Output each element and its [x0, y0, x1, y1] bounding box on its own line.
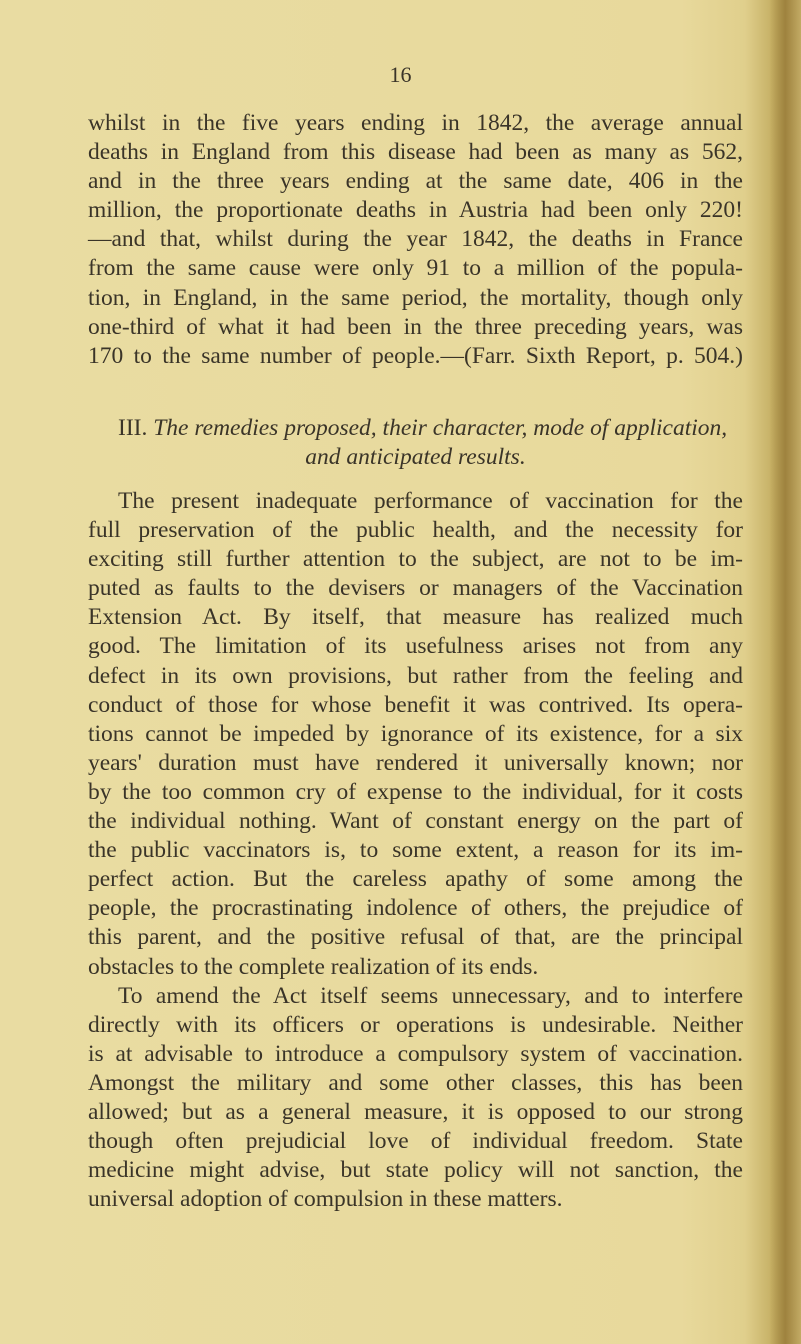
text-line: and in the three years ending at the same date, 406 in the [88, 168, 743, 195]
text-line: people, the procrastinating indolence of others, the prejudice of [88, 895, 743, 922]
section-heading [88, 414, 743, 472]
text-line: 170 to the same number of people.—(Farr. Sixth Report, p. 504.) [88, 342, 743, 369]
text-line: universal adoption of compulsion in these matters. [88, 1186, 563, 1213]
text-line: years' duration must have rendered it universally known; nor [88, 749, 743, 776]
section-title-line-2: and anticipated results. [305, 444, 526, 470]
text-line: exciting still further attention to the subject, are not to be im- [88, 546, 743, 573]
text-line: medicine might advise, but state policy will not sanction, the [88, 1157, 743, 1184]
text-line: from the same cause were only 91 to a million of the popula- [88, 255, 743, 282]
text-line: deaths in England from this disease had been as many as 562, [88, 139, 743, 166]
text-line: full preservation of the public health, and the necessity for [88, 517, 743, 544]
paragraph-1 [88, 109, 743, 371]
text-line: though often prejudicial love of individual freedom. State [88, 1128, 743, 1155]
text-line: perfect action. But the careless apathy of some among the [88, 866, 743, 893]
text-line: good. The limitation of its usefulness arises not from any [88, 633, 743, 660]
book-binding-edge [770, 0, 801, 1344]
paragraph-2 [88, 487, 743, 1214]
text-line: defect in its own provisions, but rather from the feeling and [88, 662, 743, 689]
text-line: allowed; but as a general measure, it is opposed to our strong [88, 1098, 743, 1125]
text-line: The present inadequate performance of vaccination for the [118, 488, 743, 514]
text-line: million, the proportionate deaths in Austria had been only 220! [88, 197, 743, 224]
text-line: tion, in England, in the same period, the mortality, though only [88, 284, 743, 311]
text-line: is at advisable to introduce a compulsory system of vaccination. [88, 1040, 743, 1067]
text-line: obstacles to the complete realization of its ends. [88, 953, 539, 980]
text-line: by the too common cry of expense to the individual, for it costs [88, 778, 743, 805]
section-title-line-1: The remedies proposed, their character, mode of application, [153, 415, 728, 441]
text-line: the individual nothing. Want of constant energy on the part of [88, 808, 743, 835]
text-line: this parent, and the positive refusal of that, are the principal [88, 924, 743, 951]
text-line: conduct of those for whose benefit it was contrived. Its opera- [88, 691, 743, 718]
text-line: puted as faults to the devisers or managers of the Vaccination [88, 575, 743, 602]
text-line: the public vaccinators is, to some extent, a reason for its im- [88, 837, 743, 864]
page-number: 16 [389, 62, 412, 87]
text-line: —and that, whilst during the year 1842, the deaths in France [88, 226, 743, 253]
text-line: whilst in the five years ending in 1842, the average annual [88, 110, 743, 136]
text-line: tions cannot be impeded by ignorance of its existence, for a six [88, 720, 743, 747]
text-line: Extension Act. By itself, that measure has realized much [88, 604, 743, 631]
text-line: one-third of what it had been in the three preceding years, was [88, 313, 743, 340]
text-line: directly with its officers or operations is undesirable. Neither [88, 1011, 743, 1038]
section-numeral: III. [118, 415, 148, 441]
text-line: To amend the Act itself seems unnecessary, and to interfere [118, 982, 743, 1009]
text-line: Amongst the military and some other classes, this has been [88, 1069, 743, 1096]
